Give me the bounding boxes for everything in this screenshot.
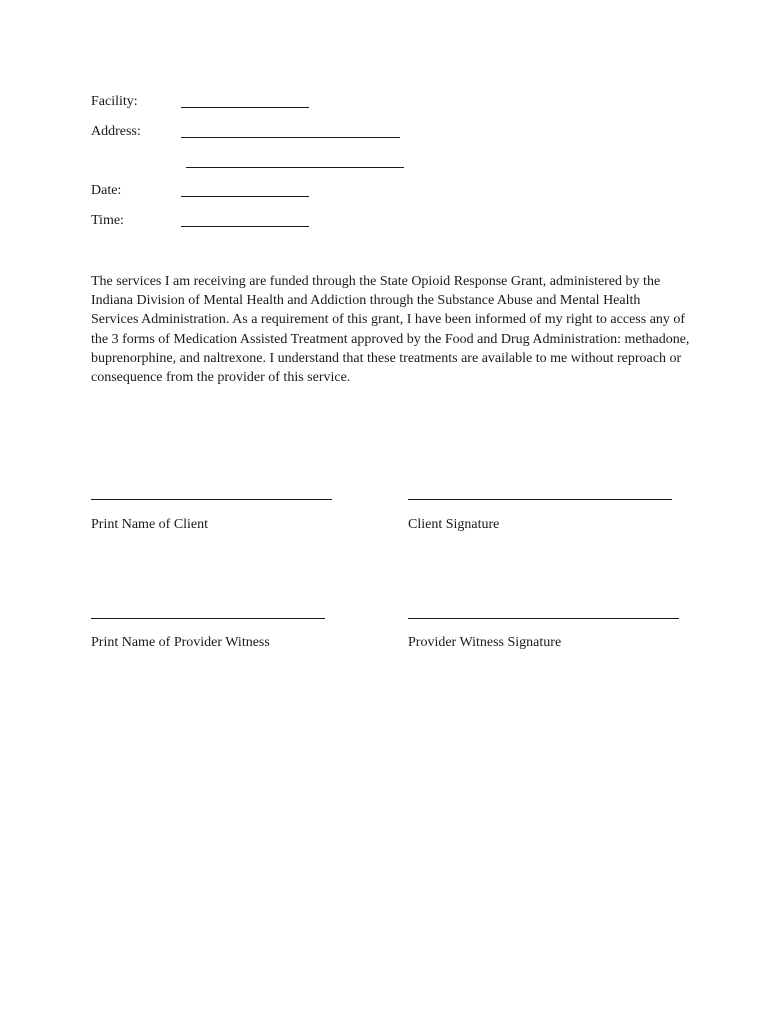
address-label: Address: [91, 124, 141, 139]
client-signature-caption: Client Signature [408, 517, 500, 532]
grant-statement-paragraph: The services I am receiving are funded through the State Opioid Response Grant, administered by the Indiana Division of Mental Health and Addiction through the Substance Abuse and Mental Health Services Administration. As a requirement of this grant, I have been informed of my right to access any of the 3 forms of Medication Assisted Treatment approved by the Food and Drug Administration: methadone, buprenorphine, and naltrexone. I understand that these treatments are available to me without reproach or consequence from the provider of this service. [91, 274, 690, 386]
client-signature-line[interactable] [408, 499, 672, 500]
provider-witness-signature-line[interactable] [408, 618, 679, 619]
print-name-client-caption: Print Name of Client [91, 517, 209, 532]
print-name-provider-witness-caption: Print Name of Provider Witness [91, 635, 270, 650]
facility-blank-line[interactable] [181, 107, 309, 108]
facility-label: Facility: [91, 94, 138, 109]
date-label: Date: [91, 183, 122, 198]
provider-witness-signature-caption: Provider Witness Signature [408, 635, 562, 650]
address-blank-line-2[interactable] [186, 167, 404, 168]
time-label: Time: [91, 213, 124, 228]
address-blank-line-1[interactable] [181, 137, 400, 138]
time-blank-line[interactable] [181, 226, 309, 227]
print-name-client-line[interactable] [91, 499, 332, 500]
date-blank-line[interactable] [181, 196, 309, 197]
print-name-provider-witness-line[interactable] [91, 618, 325, 619]
